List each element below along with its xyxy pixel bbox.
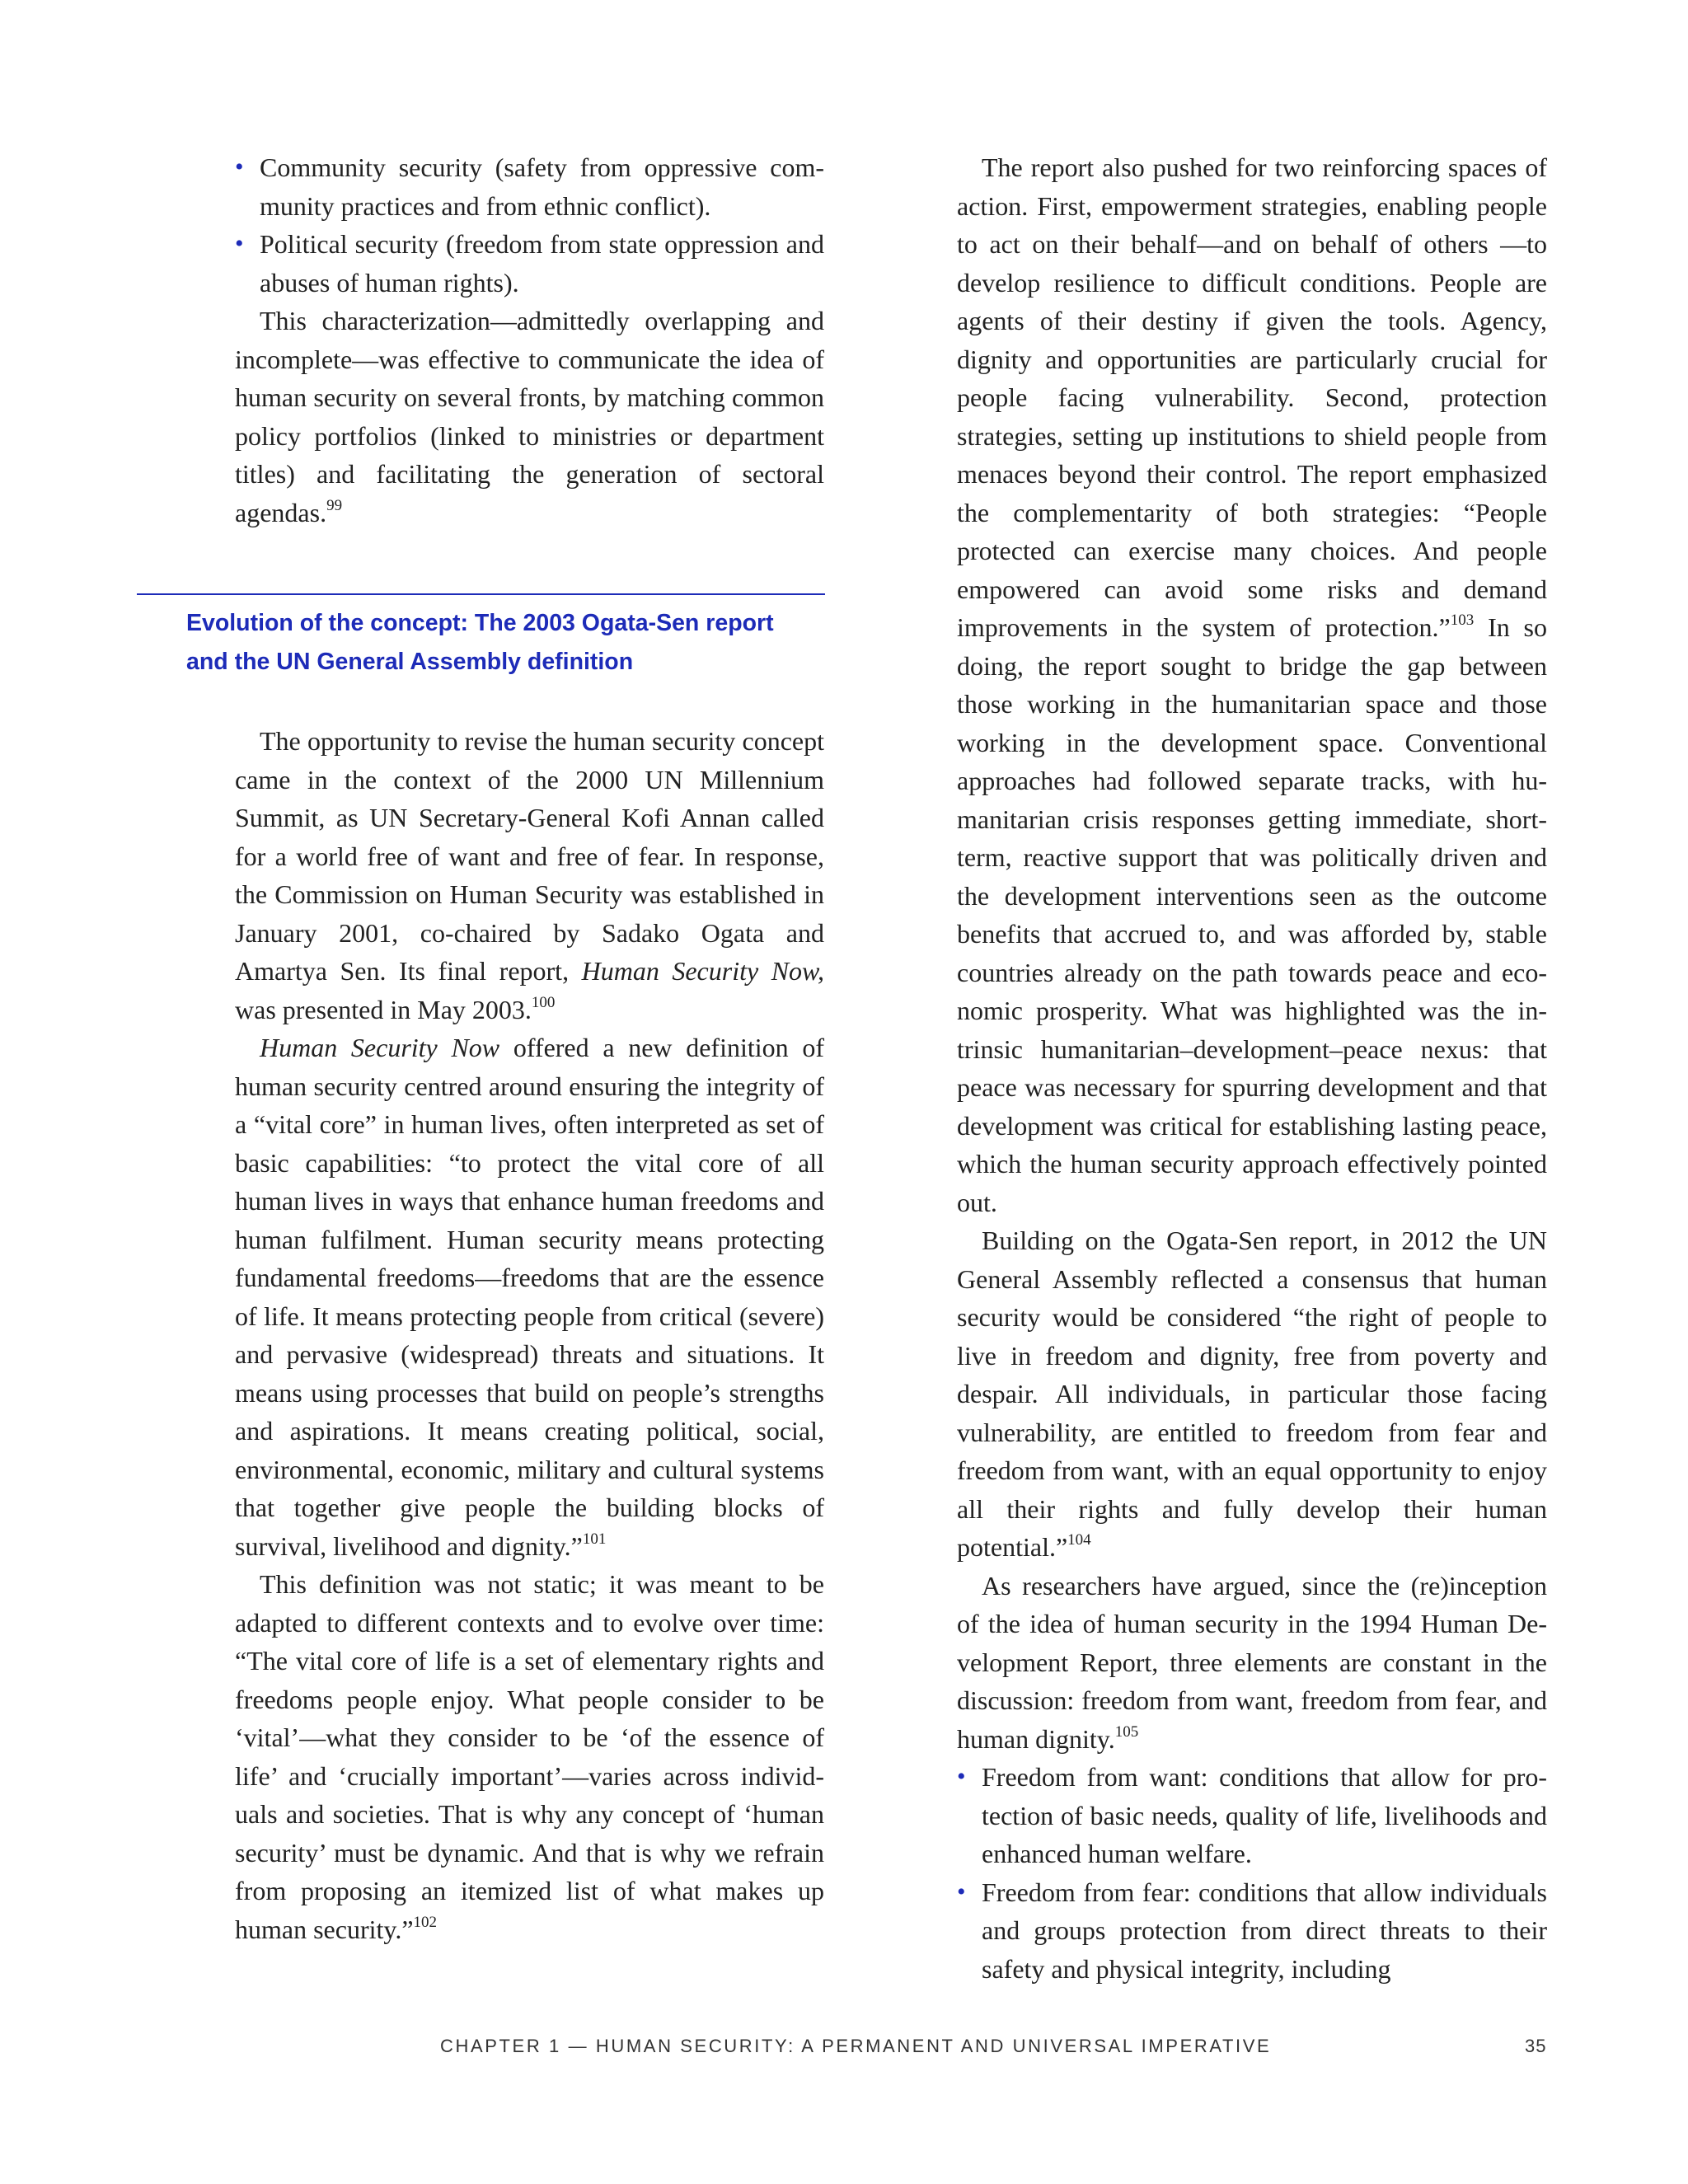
paragraph-researchers: As researchers have argued, since the (re)inception of the idea of human security in the 1994 Human Development Report, three elements are constant in the discussion: freedom from want, freedom from fear, and human dignity.$^{105}$ <box>957 1570 1547 1754</box>
paragraph-definition: Human Security Now offered a new definition of human security centred around ensuring the integrity of a “vital core” in human lives, often interpreted as set of basic capabilities: “to protect the vital core of all human lives in ways that enhance human freedoms and human fulfilment. Human security means protecting fundamental freedoms—freedoms that are the essence of life. It means protecting people from critical (severe) and pervasive (widespread) threats and situations. It means using processes that build on people’s strengths and aspirations. It means creating political, social, environmental, economic, military and cultural systems that together give people the building blocks of survival, livelihood and dignity.”$^{101}$ <box>235 1033 825 1561</box>
footnote-ref-102[interactable]: 102 <box>413 1913 438 1931</box>
paragraph-not-static: This definition was not static; it was meant to be adapted to different contexts and to evolve over time: “The vital core of life is a set of elementary rights and freedoms people enjoy. What people consider to be ‘vital’—what they consider to be ‘of the essence of life’ and ‘crucially important’—varies across individuals and societies. That is why any concept of ‘human security’ must be dynamic. And that is why we refrain from proposing an itemized list of what makes up human security.”$^{102}$ <box>235 1569 824 1944</box>
footnote-ref-103[interactable]: 103 <box>1450 612 1475 629</box>
footnote-ref-105[interactable]: 105 <box>1114 1722 1139 1741</box>
bullet-item-freedom-from-want: • Freedom from want: conditions that allow for protection of basic needs, quality of life, livelihoods and enhanced human welfare. <box>957 1758 1547 1873</box>
bullet-list-security-types <box>235 148 824 302</box>
bullet-item-freedom-from-fear: • Freedom from fear: conditions that allow individuals and groups protection from direct threats to their safety and physical integrity, including <box>957 1873 1547 1989</box>
bullet-dot-icon: • <box>957 1877 966 1905</box>
paragraph-reinforcing-spaces: The report also pushed for two reinforcing spaces of action. First, empowerment strategies, enabling people to act on their behalf—and on behalf of others —to develop resilience to difficult conditions. People are agents of their destiny if given the tools. Agency, dignity and opportunities are particularly crucial for people facing vulnerability. Second, protection strategies, setting up institutions to shield people from menaces beyond their control. The report emphasized the complementarity of both strategies: “People protected can exercise many choices. And people empowered can avoid some risks and demand improvements in the system of protection.”$^{103}$ In so doing, the report sought to bridge the gap between those working in the humanitarian space and those working in the development space. Conventional approaches had followed separate tracks, with humanitarian crisis responses getting immediate, short-term, reactive support that was politically driven and the development interventions seen as the outcome benefits that accrued to, and was afforded by, stable countries already on the path towards peace and economic prosperity. What was highlighted was the intrinsic humanitarian–development–peace nexus: that peace was necessary for spurring development and that development was critical for establishing lasting peace, which the human security approach effectively pointed out. <box>957 152 1548 1217</box>
right-column <box>957 148 1547 1988</box>
bullet-dot-icon: • <box>957 1763 966 1790</box>
bullet-item-political-security: • Political security (freedom from state oppression and abuses of human rights). <box>235 225 824 302</box>
section-heading: Evolution of the concept: The 2003 Ogata-Sen report and the UN General Assembly definition <box>186 610 774 675</box>
bullet-list-freedoms <box>957 1758 1547 1988</box>
footer-chapter-title: CHAPTER 1 — HUMAN SECURITY: A PERMANENT AND UNIVERSAL IMPERATIVE <box>440 2036 1272 2056</box>
footnote-ref-100[interactable]: 100 <box>531 993 556 1011</box>
paragraph-characterization: This characterization—admittedly overlapping and incomplete—was effective to communicate the idea of human security on several fronts, by matching common policy portfolios (linked to ministries or department titles) and facilitating the generation of sectoral agendas.$^{99}$ <box>235 306 824 527</box>
section-divider <box>137 593 825 595</box>
footnote-ref-101[interactable]: 101 <box>582 1530 607 1548</box>
paragraph-general-assembly: Building on the Ogata-Sen report, in 2012 the UN General Assembly reflected a consensus that human security would be considered “the right of people to live in freedom and dignity, free from poverty and despair. All individuals, in particular those facing vulnerability, are entitled to freedom from fear and freedom from want, with an equal opportunity to enjoy all their rights and fully develop their human potential.”$^{104}$ <box>957 1226 1547 1562</box>
bullet-dot-icon: • <box>235 153 244 180</box>
bullet-dot-icon: • <box>235 230 244 257</box>
left-column-upper <box>235 148 824 532</box>
footnote-ref-104[interactable]: 104 <box>1067 1531 1091 1549</box>
paragraph-opportunity: The opportunity to revise the human security concept came in the context of the 2000 UN Millennium Summit, as UN Secretary-General Kofi Annan called for a world free of want and free of fear. In response, the Commission on Human Security was established in January 2001, co-chaired by Sadako Ogata and Amartya Sen. Its final report, Human Security Now, was presented in May 2003.$^{100}$ <box>235 726 825 1024</box>
report-title: Human Security Now, <box>581 956 825 986</box>
report-title-hsn: Human Security Now <box>260 1033 500 1062</box>
footnote-ref-99[interactable]: 99 <box>326 496 343 514</box>
bullet-item-community-security: • Community security (safety from oppressive community practices and from ethnic conflict). <box>235 148 824 225</box>
left-column-lower <box>235 722 824 1948</box>
footer-page-number: 35 <box>1525 2036 1547 2056</box>
